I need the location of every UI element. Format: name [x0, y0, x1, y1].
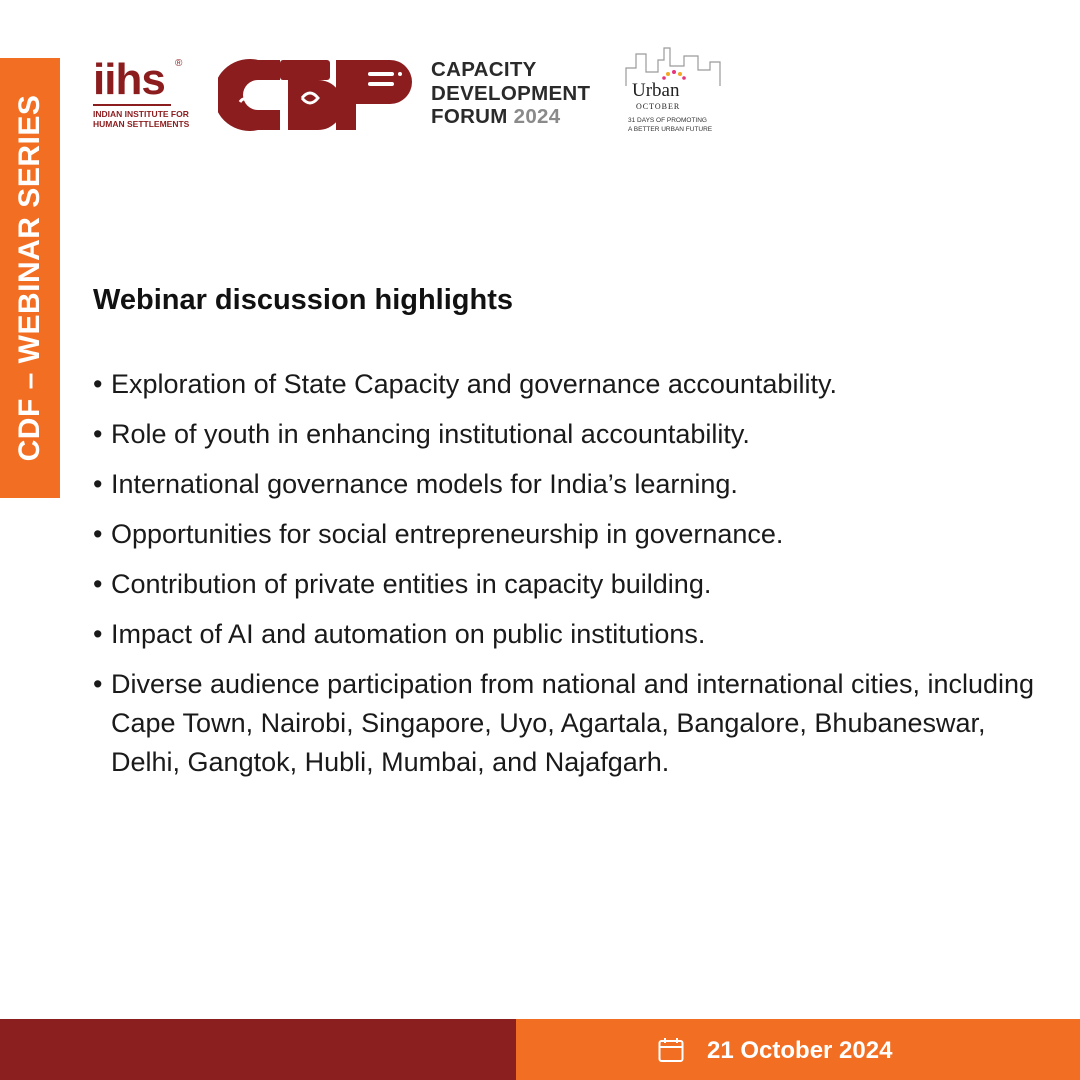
list-item: [93, 415, 1043, 454]
cdf-logo-icon: [218, 58, 420, 132]
list-item-text: Contribution of private entities in capacity building.: [111, 569, 712, 599]
cdf-line2: DEVELOPMENT: [431, 81, 591, 105]
cdf-line3: [431, 105, 590, 129]
bullet: •: [93, 569, 103, 599]
registered-mark: ®: [175, 58, 183, 69]
urban-word: Urban: [632, 80, 680, 101]
iihs-logo: [93, 55, 193, 129]
cdf-forum: FORUM: [431, 105, 508, 128]
bullet: •: [93, 519, 103, 549]
list-item-text: Opportunities for social entrepreneurship in governance.: [111, 519, 784, 549]
event-date: 21 October 2024: [707, 1037, 893, 1064]
footer-band-maroon: [0, 1019, 516, 1080]
series-tab: [0, 58, 60, 498]
cdf-line1: CAPACITY: [431, 58, 537, 81]
iihs-name-line1: INDIAN INSTITUTE FOR: [93, 109, 189, 119]
list-item: [93, 515, 1043, 554]
list-item-text: Diverse audience participation from national and international cities, including Cape Town, Nairobi, Singapore, Uyo, Agartala, Bangalore, Bhubaneswar, Delhi, Gangtok, Hubli, Mumbai, and Najafgarh.: [111, 669, 1035, 777]
list-item: [93, 615, 1043, 654]
list-item: [93, 365, 1043, 404]
calendar-icon: [658, 1037, 684, 1063]
cdf-year: 2024: [513, 105, 561, 128]
urban-tagline-1: 31 DAYS OF PROMOTING: [628, 117, 707, 124]
iihs-wordmark: iihs: [93, 55, 165, 104]
list-item-text: International governance models for India’s learning.: [111, 469, 738, 499]
bullet: •: [93, 669, 103, 699]
urban-tagline: [628, 116, 712, 134]
list-item-text: Role of youth in enhancing institutional accountability.: [111, 419, 750, 449]
series-label: CDF – WEBINAR SERIES: [13, 94, 46, 462]
list-item-text: Impact of AI and automation on public institutions.: [111, 619, 706, 649]
iihs-name-line2: HUMAN SETTLEMENTS: [93, 119, 190, 129]
list-item-text: Exploration of State Capacity and governance accountability.: [111, 369, 837, 399]
october-word: OCTOBER: [636, 102, 681, 111]
urban-tagline-2: A BETTER URBAN FUTURE: [628, 126, 713, 133]
logo-rule: [93, 104, 171, 106]
cdf-title: [431, 58, 590, 129]
list-item: [93, 465, 1043, 504]
list-item: [93, 565, 1043, 604]
bullet: •: [93, 619, 103, 649]
bullet: •: [93, 469, 103, 499]
highlights-list: [93, 365, 1043, 793]
urban-october-logo: [624, 46, 728, 142]
bullet: •: [93, 419, 103, 449]
page-heading: Webinar discussion highlights: [93, 284, 514, 316]
bullet: •: [93, 369, 103, 399]
list-item: [93, 665, 1043, 782]
